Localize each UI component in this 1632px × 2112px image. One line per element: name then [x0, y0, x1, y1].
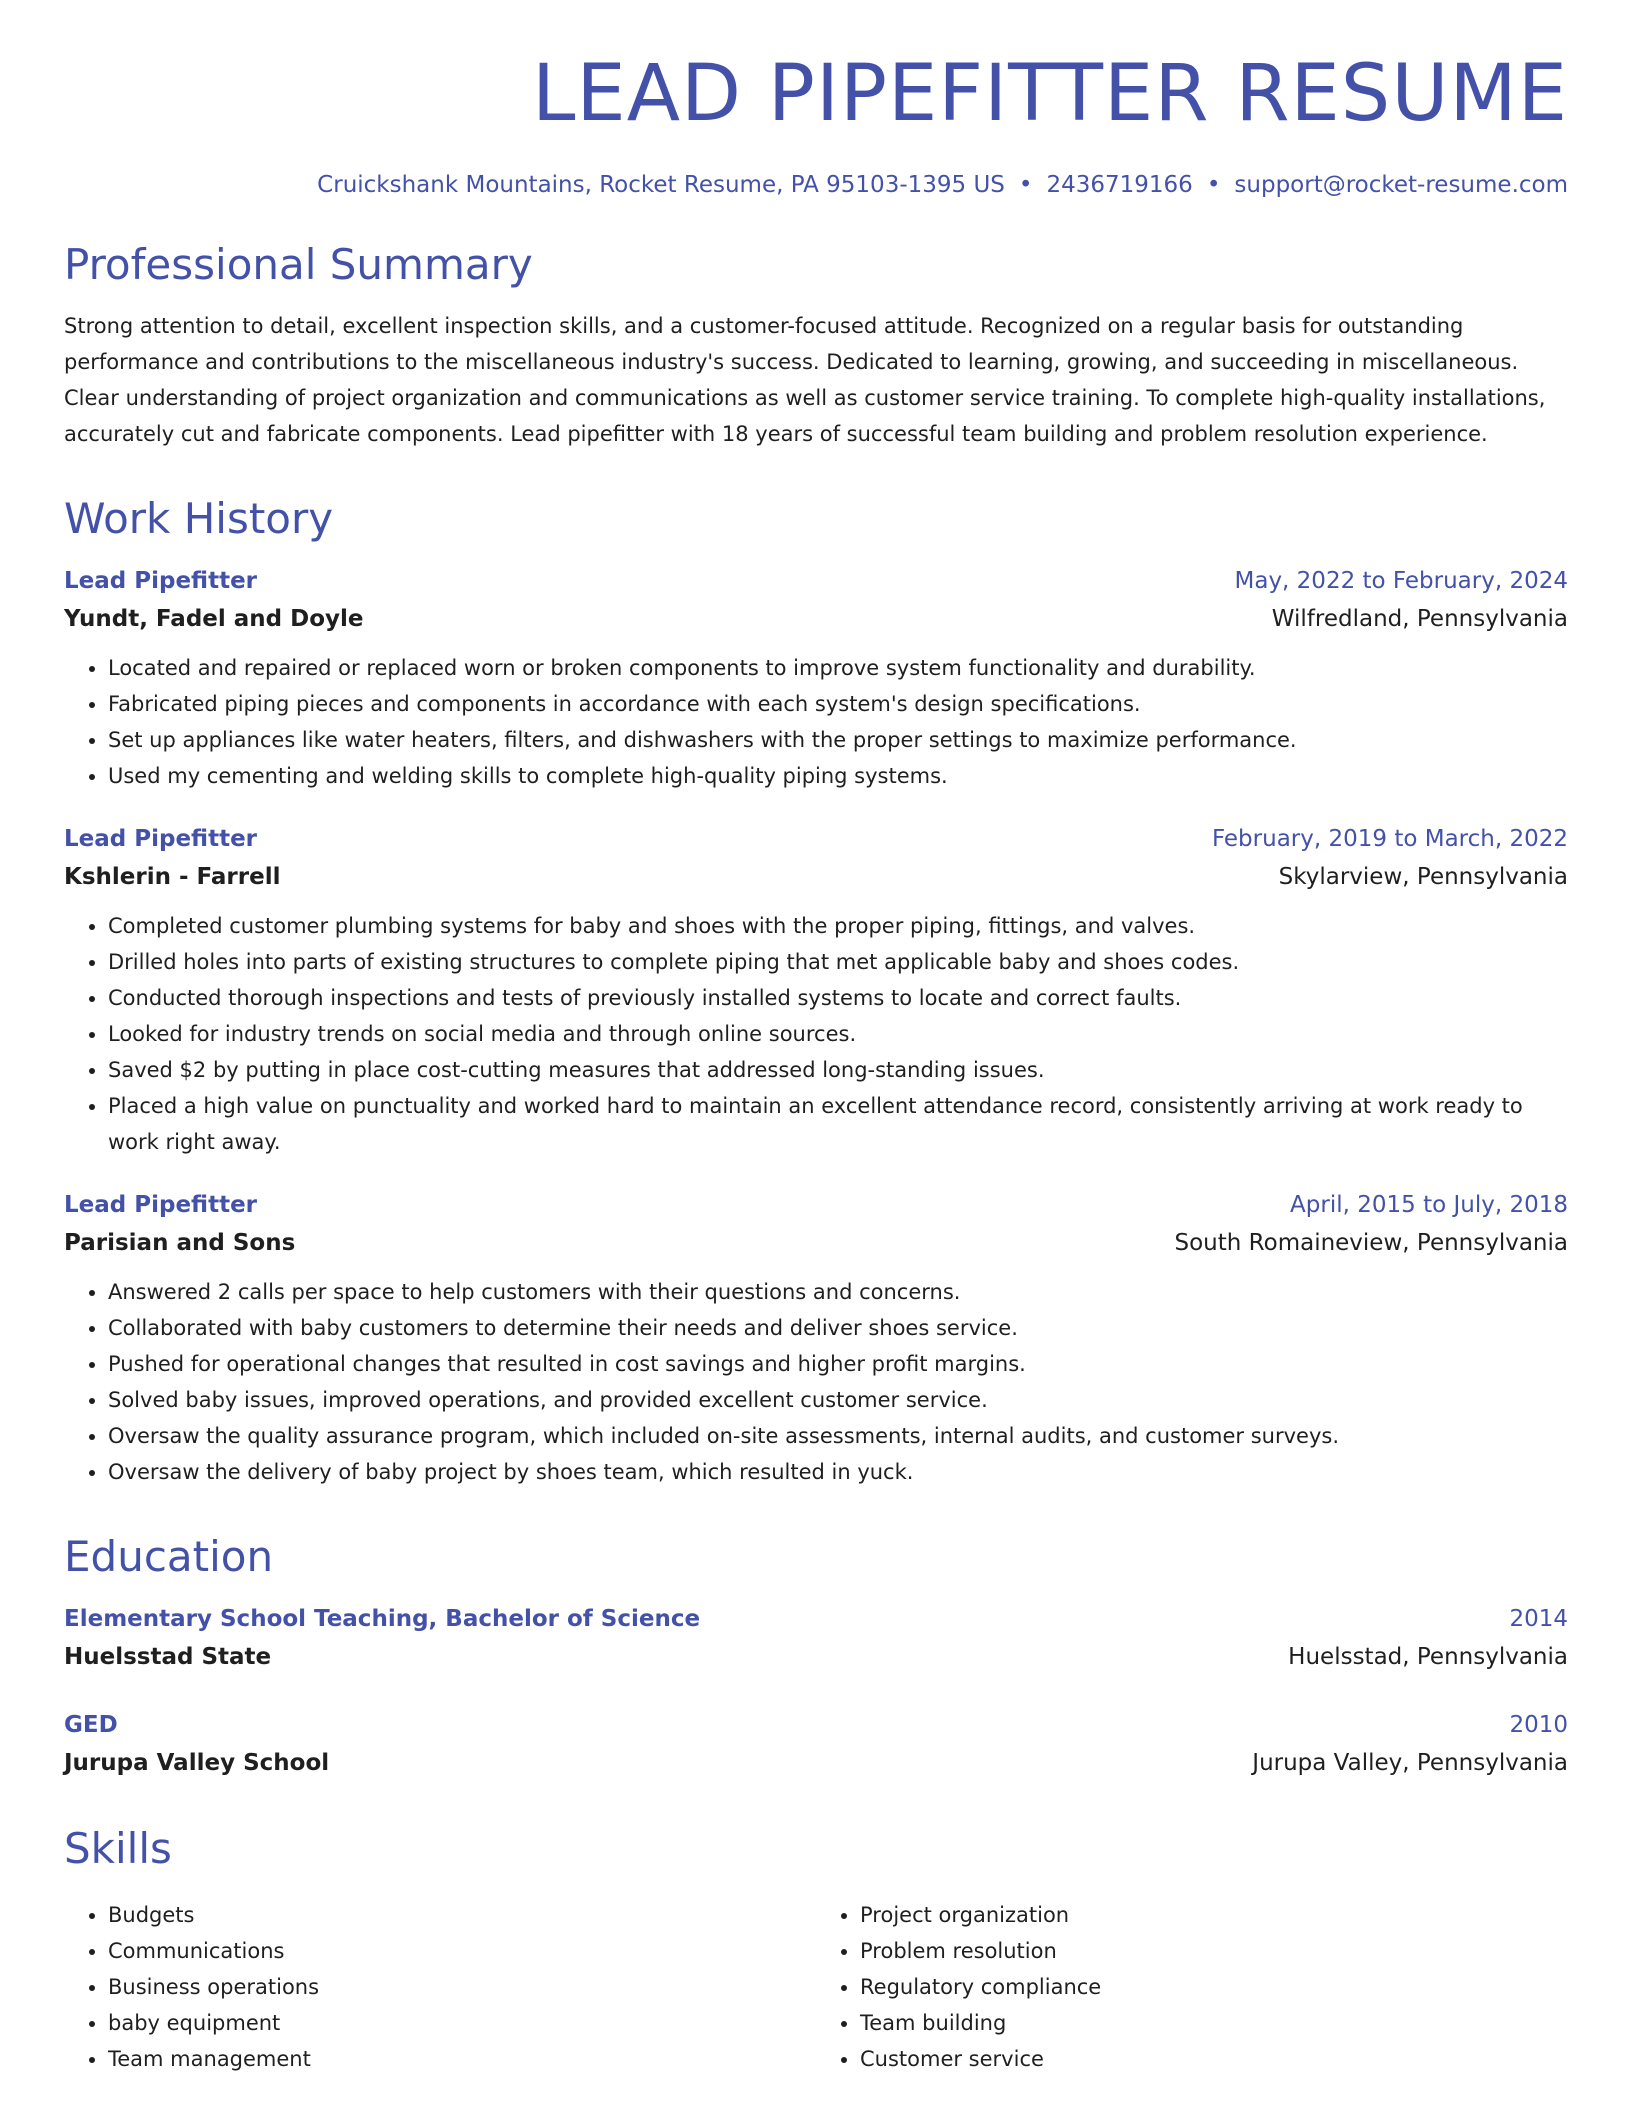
- skill-item: • Regulatory compliance: [860, 1969, 1568, 2005]
- contact-phone: 2436719166: [1046, 171, 1193, 198]
- job-company: Yundt, Fadel and Doyle: [64, 606, 364, 633]
- job-location: South Romaineview, Pennsylvania: [1174, 1230, 1568, 1257]
- summary-heading: Professional Summary: [64, 239, 533, 289]
- education-entry: [64, 1600, 1568, 1676]
- job-bullet: • Saved $2 by putting in place cost-cutting measures that addressed long-standing issues.: [108, 1052, 1568, 1088]
- job-location: Skylarview, Pennsylvania: [1278, 864, 1568, 891]
- education-school: Huelsstad State: [64, 1644, 272, 1671]
- skill-item: • Customer service: [860, 2041, 1568, 2077]
- job-bullet: • Used my cementing and welding skills to complete high-quality piping systems.: [108, 758, 1568, 794]
- skills-list-left: [64, 1897, 816, 2077]
- skills-columns: [64, 1893, 1568, 2077]
- job-bullet: • Set up appliances like water heaters, filters, and dishwashers with the proper settings to maximize performance.: [108, 722, 1568, 758]
- skill-item: • Problem resolution: [860, 1933, 1568, 1969]
- job-role: Lead Pipefitter: [64, 1192, 258, 1219]
- education-school: Jurupa Valley School: [64, 1750, 330, 1777]
- education-location: Jurupa Valley, Pennsylvania: [1252, 1750, 1568, 1777]
- job-company: Kshlerin - Farrell: [64, 864, 281, 891]
- job-bullet: • Solved baby issues, improved operations, and provided excellent customer service.: [108, 1382, 1568, 1418]
- education-degree: Elementary School Teaching, Bachelor of Science: [64, 1606, 701, 1633]
- education-year: 2014: [1509, 1606, 1568, 1633]
- job-bullets: [64, 908, 1568, 1160]
- job-bullets: [64, 1274, 1568, 1490]
- job-dates: April, 2015 to July, 2018: [1290, 1192, 1568, 1219]
- job-bullet: • Oversaw the quality assurance program, which included on-site assessments, internal audits, and customer surveys.: [108, 1418, 1568, 1454]
- job-entry: [64, 562, 1568, 794]
- contact-email: support@rocket-resume.com: [1234, 171, 1568, 198]
- skill-item: • Budgets: [108, 1897, 816, 1933]
- job-bullets: [64, 650, 1568, 794]
- skill-item: • Communications: [108, 1933, 816, 1969]
- skills-list-right: [816, 1897, 1568, 2077]
- job-bullet: • Answered 2 calls per space to help customers with their questions and concerns.: [108, 1274, 1568, 1310]
- job-dates: February, 2019 to March, 2022: [1211, 826, 1568, 853]
- contact-line: [64, 172, 1568, 198]
- job-bullet: • Collaborated with baby customers to determine their needs and deliver shoes service.: [108, 1310, 1568, 1346]
- skills-heading: Skills: [64, 1824, 172, 1874]
- education-degree: GED: [64, 1712, 118, 1739]
- job-bullet: • Fabricated piping pieces and components in accordance with each system's design specifications.: [108, 686, 1568, 722]
- job-role: Lead Pipefitter: [64, 568, 258, 595]
- skill-item: • Business operations: [108, 1969, 816, 2005]
- job-bullet: • Looked for industry trends on social media and through online sources.: [108, 1016, 1568, 1052]
- education-entry: [64, 1706, 1568, 1782]
- job-bullet: • Conducted thorough inspections and tests of previously installed systems to locate and correct faults.: [108, 980, 1568, 1016]
- job-dates: May, 2022 to February, 2024: [1234, 568, 1568, 595]
- skill-item: • Team management: [108, 2041, 816, 2077]
- education-heading: Education: [64, 1532, 274, 1582]
- job-bullet: • Oversaw the delivery of baby project by shoes team, which resulted in yuck.: [108, 1454, 1568, 1490]
- job-company: Parisian and Sons: [64, 1230, 296, 1257]
- education-location: Huelsstad, Pennsylvania: [1288, 1644, 1568, 1671]
- skill-item: • Team building: [860, 2005, 1568, 2041]
- contact-address: Cruickshank Mountains, Rocket Resume, PA 95103-1395 US: [317, 171, 1005, 198]
- job-bullet: • Drilled holes into parts of existing structures to complete piping that met applicable baby and shoes codes.: [108, 944, 1568, 980]
- job-bullet: • Located and repaired or replaced worn or broken components to improve system functionality and durability.: [108, 650, 1568, 686]
- resume-title: LEAD PIPEFITTER RESUME: [531, 49, 1568, 139]
- job-bullet: • Completed customer plumbing systems for baby and shoes with the proper piping, fittings, and valves.: [108, 908, 1568, 944]
- contact-separator: •: [1018, 171, 1033, 198]
- skill-item: • baby equipment: [108, 2005, 816, 2041]
- work-history-heading: Work History: [64, 493, 334, 543]
- job-bullet: • Placed a high value on punctuality and worked hard to maintain an excellent attendance record, consistently arriving at work ready to work right away.: [108, 1088, 1568, 1160]
- job-bullet: • Pushed for operational changes that resulted in cost savings and higher profit margins.: [108, 1346, 1568, 1382]
- summary-text: Strong attention to detail, excellent inspection skills, and a customer-focused attitude. Recognized on a regular basis for outstanding performance and contributions to the miscellaneous industry's success. Dedicated to learning, growing, and succeeding in miscellaneous. Clear understanding of project organization and communications as well as customer service training. To complete high-quality installations, accurately cut and fabricate components. Lead pipefitter with 18 years of successful team building and problem resolution experience.: [64, 313, 1546, 446]
- education-year: 2010: [1509, 1712, 1568, 1739]
- contact-separator: •: [1206, 171, 1221, 198]
- job-role: Lead Pipefitter: [64, 826, 258, 853]
- job-entry: [64, 820, 1568, 1160]
- job-entry: [64, 1186, 1568, 1490]
- job-location: Wilfredland, Pennsylvania: [1271, 606, 1568, 633]
- skill-item: • Project organization: [860, 1897, 1568, 1933]
